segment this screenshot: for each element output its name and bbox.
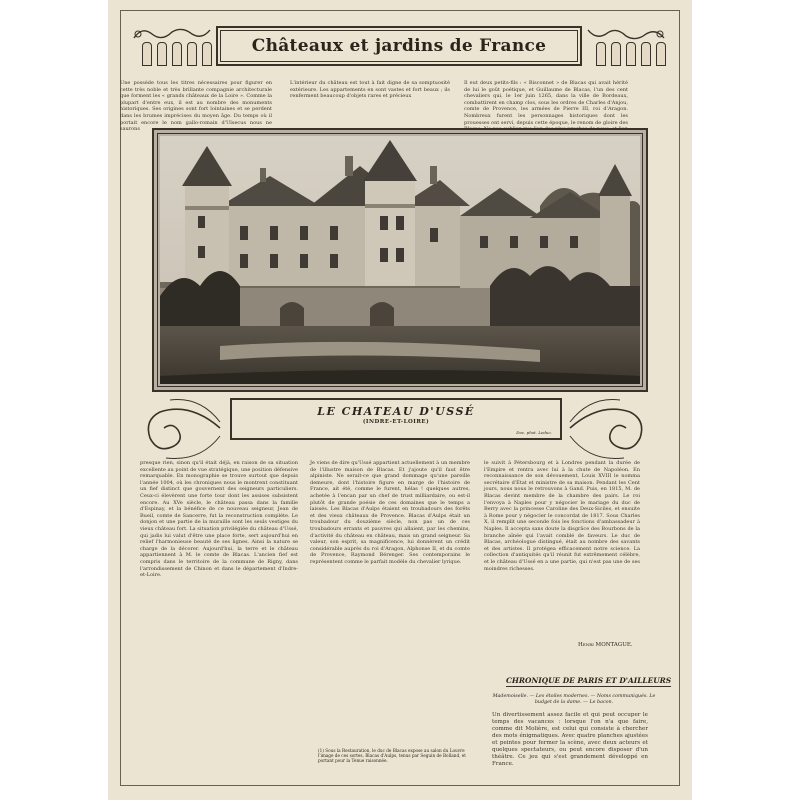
author-signature: Henri MONTAGUE.: [578, 642, 633, 648]
page-title: Châteaux et jardins de France: [251, 36, 547, 56]
title-box: [216, 26, 582, 66]
header: [128, 18, 670, 74]
article-column-top-3: [464, 80, 628, 124]
chronique-title: CHRONIQUE DE PARIS ET D'AILLEURS: [506, 676, 672, 685]
article-column-top-1: [120, 80, 272, 133]
article-text: le suivit à Pétersbourg et à Londres pendant la durée de l'Empire et rentra avec lui à la chute de Napoléon. En reconnaissance de son dévouement, Louis XVIII le nomma secrétaire d'État et ministre de sa maison. Pendant les Cent jours, nous nous le retrouvons à Gand. Puis, en 1815, M. de Blacas devint membre de la chambre des pairs. Le roi l'envoya à Naples pour y négocier le mariage du duc de Berry avec la princesse Caroline des Deux-Siciles, et ensuite à Rome pour y négocier le concordat de 1817. Sous Charles X, il remplit une seconde fois les fonctions d'ambassadeur à Naples. Il accepta sans doute la disgrâce des Bourbons de la branche aînée qui l'avait comblé de faveurs. Le duc de Blacas, archéologue distingué, était au nombre des savants et des artistes. Il protégea efficacement notre science. La collection d'antiquités qu'il réunit fut extrêmement célèbre, et le château d'Ussé en a une partie, qui n'est pas une de ses moindres richesses.: [484, 460, 640, 572]
article-text: Une possède tous les titres nécessaires pour figurer en cette très noble et très brillante compagnie architecturale que forment les « grands châteaux de la Loire ». Comme la plupart d'entre eux, il est au nombre des monuments historiques. Ses origines sont fort lointaines et se perdent dans les brumes imprécises du moyen âge. Du temps où il portait encore le nom gallo-romain d'Ulsecus nous ne saurons: [120, 80, 272, 133]
chateau-photo: [160, 136, 640, 384]
newspaper-page: [108, 0, 692, 800]
header-ornament-right: [586, 24, 666, 68]
article-text: Il eut deux petits-fils : « Bisconnet » de Blacas qui avait hérité de lui le goût poétique, et Guillaume de Blacas, l'un des cent chevaliers qui, le 1er juin 1265, dans la ville de Bordeaux, combattirent en champ clos, sous les ordres de Charles d'Anjou, comte de Provence, les armées de Pierre III, roi d'Aragon. Nombreux furent les personnages historiques dont les prouesses ont servi, depuis cette époque, le renom de gloire des: [464, 80, 628, 126]
chateau-illustration: [160, 136, 640, 384]
scroll-ornament-icon: [132, 24, 212, 44]
photo-caption: [230, 398, 562, 440]
chronique-subtitle: Mademoiselle. — Les étoiles modernes. — Noms communiqués. Le budget de la dame. — Le bacon.: [492, 694, 656, 705]
header-ornament-left: [132, 24, 212, 68]
chronique-body: [492, 712, 648, 778]
photo-credit: Doc. phot. Leduc.: [516, 430, 552, 435]
caption-title: LE CHATEAU D'USSÉ: [317, 405, 475, 418]
footnote: (1) Sous la Restauration, le duc de Blacas expose au salon du Louvre l'image de ces sortes, Blacas d'Aulps, tenus par Seguin de Bolland, et portant pour la Tenue raisonnée.: [318, 748, 466, 764]
photo-frame: [152, 128, 648, 392]
article-text: presque rien, sinon qu'il était déjà, en raison de sa situation excellente au point de vue stratégique, une position défensive remarquable. En monographie se trouve surtout que depuis l'année 1004, où les chroniques nous le montrent constituant un fief distinct que gouvernent des seigneurs particuliers. Ceux-ci élevèrent une forte tour dont les assises subsistent encore. Au XVe siècle, le château passa dans la famille d'Espinay, et la bénéfice de ce nouveau seigneur, Jean de Bueil, comte de Sancerre, fut la reconstruction complète. Le donjon et une partie de la muraille sont les seuls vestiges du vieux château fort. La situation privilégiée du château d'Ussé, qui jadis lui valut d'être une place forte, sert aujourd'hui en relief l'harmonieuse beauté de ses lignes. Ainsi la nature se charge de la décorer. Aujourd'hui, la terre et le château appartiennent à M. le comte de Blacas. L'ancien fief est compris dans le territoire de la commune de Rigny, dans l'arrondissement de Chinon et dans le département d'Indre-et-Loire.: [140, 460, 298, 579]
scroll-left-icon: [140, 392, 224, 464]
scroll-right-icon: [566, 392, 650, 464]
article-column-low-1: [140, 460, 298, 750]
pillars-right: [596, 42, 666, 66]
article-text: L'intérieur du château est tout à fait digne de sa somptuosité extérieure. Les appartements en sont vastes et fort beaux ; ils renferment beaucoup d'objets rares et précieux: [290, 80, 450, 100]
pillars-left: [142, 42, 212, 66]
scroll-ornament-icon: [586, 24, 666, 44]
article-column-low-3: [484, 460, 640, 638]
caption-subtitle: (INDRE-ET-LOIRE): [362, 419, 430, 425]
article-text: Un divertissement assez facile et qui peut occuper le temps des vacances : lorsque l'on n'a que faire, comme dit Molière, est celui qui consiste à chercher des mots énigmatiques. Avec quatre planches ajustées et peintes pour fermer la scène, avec deux acteurs et quelques spectateurs, ou peut encore disposer d'un théâtre. Ce jeu qui s'est grandement développé en France.: [492, 712, 648, 767]
article-column-low-2: [310, 460, 470, 744]
article-column-top-2: [290, 80, 450, 100]
article-text: Je viens de dire qu'Ussé appartient actuellement à un membre de l'illustre maison de Blacas. Et j'ajoute qu'il faut être alpiniste. Ne serait-ce que grand dommage qu'une pareille demeure, dont l'histoire figure en marge de l'histoire de France, ait été, comme le furent, hélas ! quelques autres, achetée à l'encan par un chef de trust milliardaire, ou est-il plutôt de grande poésie de ces domaines que le temps a laissés. Les Blacas d'Aulps étaient en troubadours des forêts et des vieux châteaux de Provence. Blacas d'Aulps était un troubadour du douzième siècle, non pas un de ces troubadours errants et pauvres qui allaient, par les chemins, d'activité du château en château, mais un grand seigneur. Sa valeur, son esprit, sa magnificence, lui donnèrent un crédit considérable auprès du roi d'Aragon, Alphonse II, et du comte de Provence, Raymond Bérenger. Ses contemporains le représentent comme le parfait modèle du chevalier lyrique.: [310, 460, 470, 565]
